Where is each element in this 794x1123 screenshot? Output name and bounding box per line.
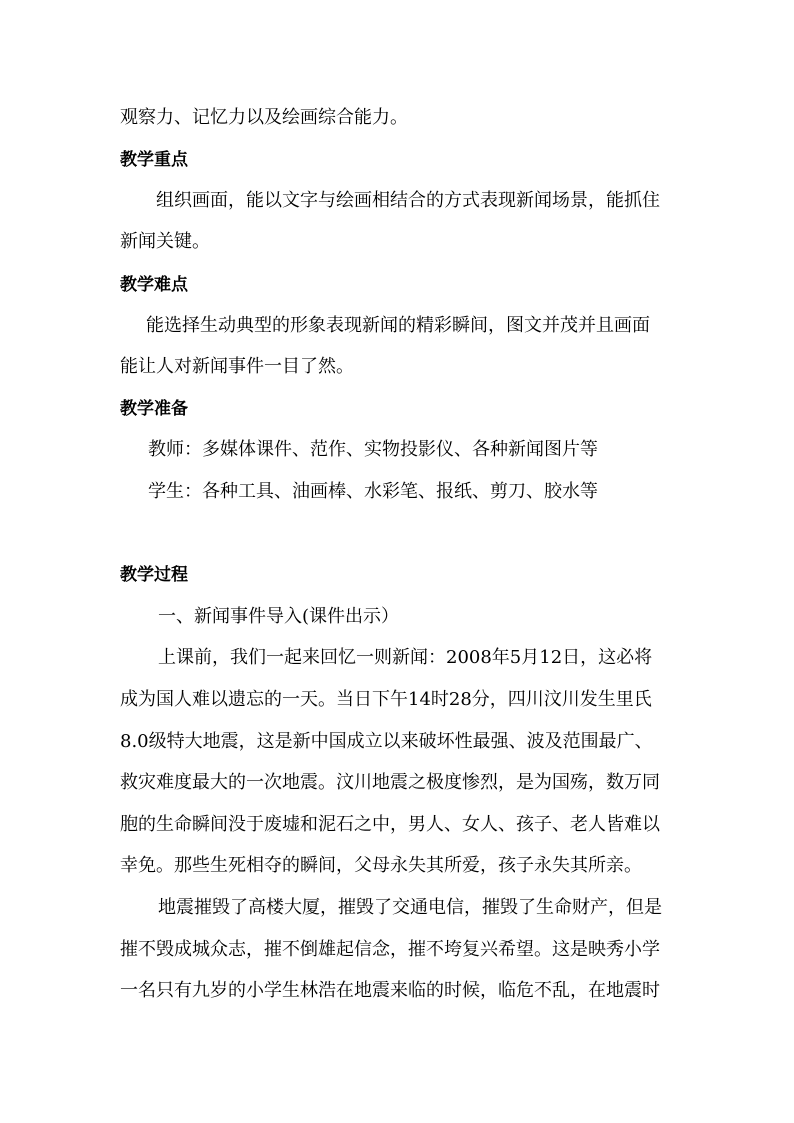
process-para1-line-4: 救灾难度最大的一次地震。汶川地震之极度惨烈，是为国殇，数万同 <box>120 772 660 793</box>
process-para1-line-6: 幸免。那些生死相夺的瞬间，父母永失其所爱，孩子永失其所亲。 <box>120 855 642 876</box>
process-heading: 教学过程 <box>120 565 188 585</box>
process-step1: 一、新闻事件导入(课件出示） <box>158 606 400 627</box>
intro-line: 观察力、记忆力以及绘画综合能力。 <box>120 107 408 128</box>
process-para1-line-1: 上课前，我们一起来回忆一则新闻：2008年5月12日，这必将 <box>158 647 653 668</box>
process-para1-line-3: 8.0级特大地震，这是新中国成立以来破坏性最强、波及范围最广、 <box>120 731 653 752</box>
focus-line-2: 新闻关键。 <box>120 231 210 252</box>
focus-heading: 教学重点 <box>120 150 188 170</box>
preparation-teacher: 教师：多媒体课件、范作、实物投影仪、各种新闻图片等 <box>148 439 598 460</box>
process-para1-line-2: 成为国人难以遗忘的一天。当日下午14时28分，四川汶川发生里氏 <box>120 689 652 710</box>
difficulty-line-2: 能让人对新闻事件一目了然。 <box>120 356 354 377</box>
process-para2-line-3: 一名只有九岁的小学生林浩在地震来临的时候，临危不乱，在地震时 <box>120 980 660 1001</box>
process-para2-line-2: 摧不毁成城众志，摧不倒雄起信念，摧不垮复兴希望。这是映秀小学 <box>120 939 660 960</box>
difficulty-heading: 教学难点 <box>120 275 188 295</box>
process-para2-line-1: 地震摧毁了高楼大厦，摧毁了交通电信，摧毁了生命财产，但是 <box>158 897 662 918</box>
preparation-student: 学生：各种工具、油画棒、水彩笔、报纸、剪刀、胶水等 <box>148 481 598 502</box>
difficulty-line-1: 能选择生动典型的形象表现新闻的精彩瞬间，图文并茂并且画面 <box>146 315 650 336</box>
process-para1-line-5: 胞的生命瞬间没于废墟和泥石之中，男人、女人、孩子、老人皆难以 <box>120 814 660 835</box>
preparation-heading: 教学准备 <box>120 399 188 419</box>
focus-line-1: 组织画面，能以文字与绘画相结合的方式表现新闻场景，能抓住 <box>156 190 660 211</box>
